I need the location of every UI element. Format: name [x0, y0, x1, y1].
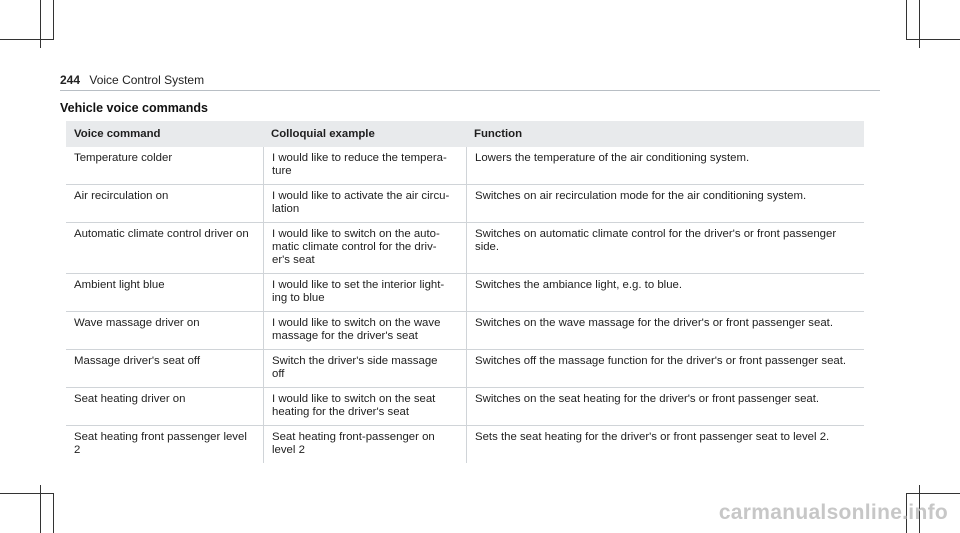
- crop-mark: [906, 0, 907, 40]
- command-cell: Ambient light blue: [74, 279, 165, 291]
- crop-mark: [53, 0, 54, 40]
- command-cell: Seat heating driver on: [74, 393, 186, 405]
- example-cell: I would like to set the interior light- ing to blue: [263, 274, 466, 311]
- crop-mark: [906, 39, 960, 40]
- crop-mark: [53, 493, 54, 533]
- command-cell: Automatic climate control driver on: [74, 228, 249, 240]
- crop-mark: [919, 0, 920, 48]
- function-cell: Switches the ambiance light, e.g. to blue.: [466, 274, 864, 311]
- function-cell: Switches on air recirculation mode for the air conditioning system.: [466, 185, 864, 222]
- header-voice-command: Voice command: [74, 127, 161, 140]
- table-row: [66, 350, 864, 388]
- example-cell: I would like to reduce the tempera- ture: [263, 147, 466, 184]
- example-cell: I would like to activate the air circu- lation: [263, 185, 466, 222]
- function-cell: Switches off the massage function for the driver's or front passenger seat.: [466, 350, 864, 387]
- command-cell: Wave massage driver on: [74, 317, 200, 329]
- crop-mark: [0, 493, 54, 494]
- table-row: [66, 426, 864, 463]
- command-cell: Seat heating front passenger level 2: [74, 431, 247, 456]
- crop-mark: [0, 39, 54, 40]
- command-cell: Air recirculation on: [74, 190, 169, 202]
- section-name: Voice Control System: [89, 73, 205, 87]
- commands-table: [66, 121, 864, 463]
- example-cell: Switch the driver's side massage off: [263, 350, 466, 387]
- table-header: [66, 121, 864, 147]
- table-row: [66, 185, 864, 223]
- crop-mark: [40, 485, 41, 533]
- function-cell: Switches on automatic climate control for the driver's or front passenger side.: [466, 223, 864, 273]
- table-body: [66, 147, 864, 463]
- command-cell: Massage driver's seat off: [74, 355, 201, 367]
- example-cell: I would like to switch on the seat heating for the driver's seat: [263, 388, 466, 425]
- table-row: [66, 388, 864, 426]
- command-cell: Temperature colder: [74, 152, 173, 164]
- header-function: Function: [474, 127, 523, 140]
- example-cell: Seat heating front-passenger on level 2: [263, 426, 466, 463]
- crop-mark: [40, 0, 41, 48]
- example-cell: I would like to switch on the auto- matic climate control for the driv- er's seat: [263, 223, 466, 273]
- page-title: Vehicle voice commands: [60, 101, 208, 115]
- crop-mark: [906, 493, 960, 494]
- function-cell: Switches on the wave massage for the driver's or front passenger seat.: [466, 312, 864, 349]
- function-cell: Switches on the seat heating for the driver's or front passenger seat.: [466, 388, 864, 425]
- table-row: [66, 312, 864, 350]
- table-row: [66, 147, 864, 185]
- table-row: [66, 223, 864, 274]
- function-cell: Lowers the temperature of the air conditioning system.: [466, 147, 864, 184]
- page-header: [60, 73, 204, 87]
- header-colloquial-example: Colloquial example: [271, 127, 375, 140]
- watermark: carmanualsonline.info: [718, 501, 948, 524]
- page-number: 244: [60, 73, 81, 87]
- function-cell: Sets the seat heating for the driver's or front passenger seat to level 2.: [466, 426, 864, 463]
- table-row: [66, 274, 864, 312]
- example-cell: I would like to switch on the wave massage for the driver's seat: [263, 312, 466, 349]
- header-divider: [60, 90, 880, 91]
